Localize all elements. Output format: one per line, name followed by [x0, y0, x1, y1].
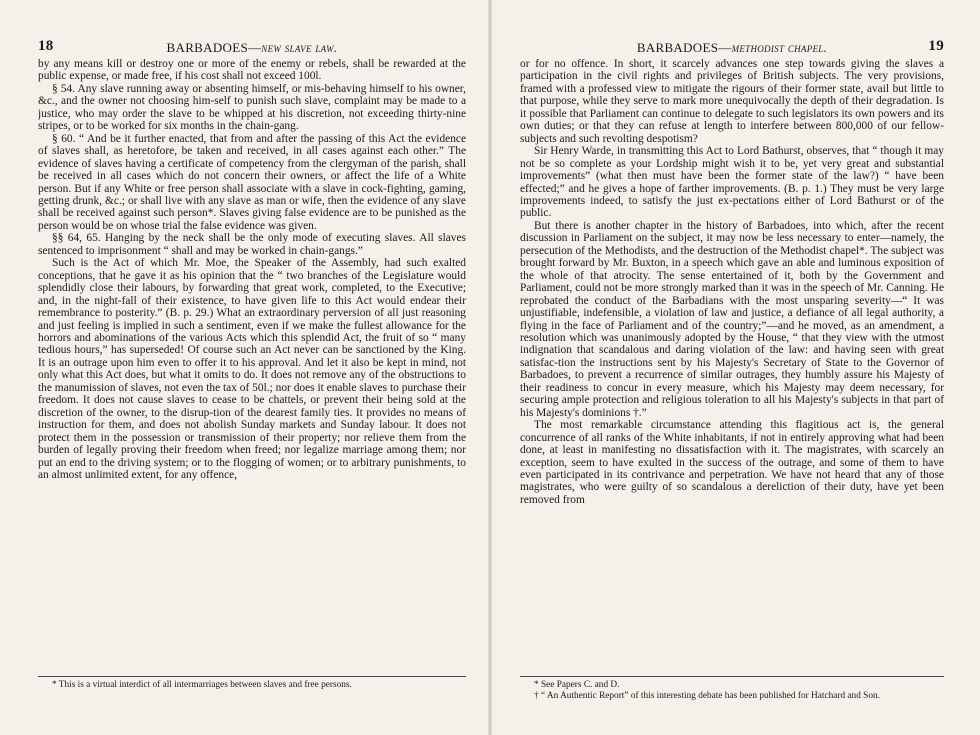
page-number: 19 [928, 38, 944, 54]
paragraph: § 54. Any slave running away or absenting himself, or mis-behaving himself to his owner, &c., and the owner not choosing him-self to punish such slave, complaint may be made to a justice, who may order the slave to be whipped at his discretion, not exceeding thirty-nine stripes, or to be worked for six months in the chain-gang. [38, 82, 466, 133]
footnote-rule [520, 676, 944, 677]
running-head-italic: new slave law. [261, 40, 338, 55]
running-head: BARBADOES—methodist chapel. [636, 40, 828, 55]
paragraph: But there is another chapter in the history of Barbadoes, into which, after the recent discussion in Parliament on the subject, it may now be less necessary to enter—namely, the persecution of the Methodists, and the destruction of the Methodist chapel*. The subject was brought forward by Mr. Buxton, in a speech which gave an able and luminous exposition of the whole of that atrocity. The sense entertained of it, both by the Government and Parliament, could not be more strongly marked than it was in the speech of Mr. Canning. He reprobated the conduct of the Barbadians with the most unsparing severity—“ It was unjustifiable, indefensible, a violation of law and justice, a defiance of all legal authority, a flying in the face of Parliament and of the country;”—and he moved, as an amendment, a resolution which was unanimously adopted by the House, “ that they view with the utmost indignation that scandalous and daring violation of the law: and having seen with great satisfac-tion the instructions sent by his Majesty's Secretary of State to the Governor of Barbadoes, to prevent a recurrence of similar outrages, they humbly assure his Majesty of their readiness to concur in every measure, which his Majesty may deem necessary, for securing ample protection and religious toleration to all his Majesty's subjects in that part of his Majesty's dominions †.” [520, 219, 944, 419]
page-number: 18 [38, 38, 54, 54]
paragraph: The most remarkable circumstance attending this flagitious act is, the general concurrence of all ranks of the White inhabitants, if not in entirely approving what had been done, at least in manifesting no dissatisfaction with it. The magistrates, with scarcely an exception, seem to have exulted in the success of the outrage, and some of them to have even participated in its contrivance and perpetration. We have not heard that any of those magistrates, who were guilty of so scandalous a dereliction of their duty, have yet been removed from [520, 419, 944, 506]
right-page-header [520, 38, 944, 58]
paragraph: Such is the Act of which Mr. Moe, the Speaker of the Assembly, had such exalted conceptions, that he gave it as his opinion that the “ two branches of the Legislature would splendidly close their labours, by forwarding that great work, completed, to the Executive; and, in the night-fall of their existence, to have given life to this Act would endear their remembrance to posterity.” (B. p. 29.) What an extraordinary perversion of all just reasoning and just feeling is implied in such a sentiment, even if we make the fullest allowance for the horrors and abominations of the various Acts which this splendid Act, the fruit of so “ many tedious hours,” has superseded! Of course such an Act never can be sanctioned by the King. It is an outrage upon him even to offer it to his approval. And let it also be kept in mind, not only what this Act does, but what it omits to do. It does not remove any of the obstructions to the manumission of slaves, not even the tax of 50l.; nor does it enable slaves to purchase their freedom. It does not cause slaves to cease to be chattels, or prevent their being sold at the discretion of the owner, to the disrup-tion of the dearest family ties. It provides no means of instruction for them, and does not abolish Sunday markets and Sunday labour. It does not protect them in the possession or transmission of their property; nor relieve them from the burden of legally proving their freedom when freed; nor legalize marriage among them; nor put an end to the driving system; or to the flogging of women; or to arbitrary punishments, to an almost unlimited extent, for any offence, [38, 257, 466, 481]
running-head: BARBADOES—new slave law. [166, 40, 338, 55]
footnote: * This is a virtual interdict of all intermarriages between slaves and free persons. [52, 680, 352, 690]
paragraph: § 60. “ And be it further enacted, that from and after the passing of this Act the evidence of slaves shall, as heretofore, be taken and received, in all cases against each other.” The evidence of slaves having a certificate of competency from the clergyman of the parish, shall be received in all cases which do not concern their owners, or affect the life of a White person. But if any White or free person shall associate with a slave in cock-fighting, gaming, getting drunk, &c.; or shall live with any slave as man or wife, then the evidence of any slave shall be received against such person*. Slaves giving false evidence are to be punished as the person would be on whose trial the false evidence was given. [38, 132, 466, 232]
left-page-header [38, 38, 466, 58]
footnotes [520, 680, 944, 701]
paragraph: or for no offence. In short, it scarcely advances one step towards giving the slaves a participation in the civil rights and privileges of British subjects. The very provisions, framed with a professed view to mitigate the rigours of their former state, avail but little to that purpose, while they serve to mark more unequivocally the depth of their degradation. Is it possible that Parliament can continue to delegate to such legislators its own powers and its own duties; or that they can refuse at length to interfere between 800,000 of our fellow-subjects and such revolting despotism? [520, 58, 944, 145]
footnote: † “ An Authentic Report” of this interesting debate has been published for Hatchard and Son. [534, 690, 880, 701]
paragraph: by any means kill or destroy one or more of the enemy or rebels, shall be rewarded at the public expense, or made free, if his cost shall not exceed 100l. [38, 58, 466, 83]
left-body-text [38, 58, 466, 670]
footnote-rule [38, 676, 466, 677]
footnote: * See Papers C. and D. [534, 680, 620, 690]
running-head-caps: BARBADOES [166, 40, 248, 55]
footnotes [38, 680, 466, 691]
running-head-italic: methodist chapel. [731, 40, 828, 55]
right-page [490, 0, 980, 735]
right-body-text [520, 58, 944, 670]
paragraph: §§ 64, 65. Hanging by the neck shall be the only mode of executing slaves. All slaves sentenced to imprisonment “ shall and may be worked in chain-gangs.” [38, 232, 466, 257]
paragraph: Sir Henry Warde, in transmitting this Act to Lord Bathurst, observes, that “ though it may not be so complete as your Lordship might wish it to be, yet very great and substantial improvements” (what then must have been the former state of the law?) “ have been effected;” and he gives a hope of farther improvements. (B. p. 1.) They must be very large improvements indeed, to satisfy the just ex-pectations either of Lord Bathurst or of the public. [520, 145, 944, 220]
running-head-caps: BARBADOES [636, 40, 719, 55]
